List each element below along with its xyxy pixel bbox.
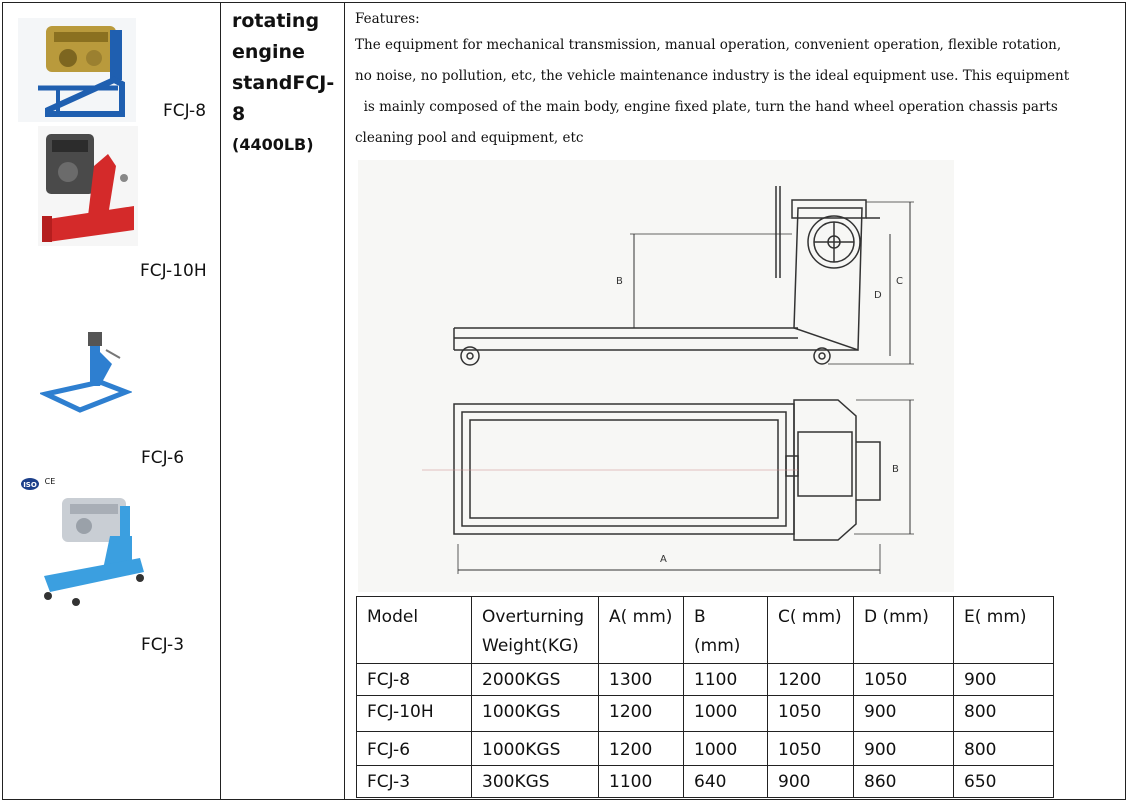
top-view-frame <box>454 404 794 534</box>
cell-weight: 300KGS <box>472 766 599 798</box>
title-line-1: rotating <box>232 10 320 32</box>
table-row <box>357 664 1054 696</box>
title-line-4: 8 <box>232 103 246 125</box>
header-d: D (mm) <box>854 597 954 664</box>
product-label-fcj10h: FCJ-10H <box>140 261 207 281</box>
label-a: A <box>660 554 667 565</box>
features-line-2: no noise, no pollution, etc, the vehicle maintenance industry is the ideal equipment use. This equipment <box>355 68 1070 84</box>
product-image-fcj8 <box>18 18 136 122</box>
product-label-fcj8: FCJ-8 <box>163 101 207 121</box>
cell-model: FCJ-10H <box>357 696 472 732</box>
side-view-column <box>794 208 862 350</box>
spec-table <box>356 596 1054 798</box>
title-line-2: engine <box>232 41 305 63</box>
technical-drawing <box>358 160 954 592</box>
cell-e: 800 <box>954 696 1054 732</box>
title-capacity: (4400LB) <box>232 135 314 154</box>
cell-e: 800 <box>954 732 1054 766</box>
cell-b: 1100 <box>684 664 768 696</box>
cell-c: 1200 <box>768 664 854 696</box>
cell-d: 860 <box>854 766 954 798</box>
product-image-fcj3 <box>40 492 160 610</box>
cell-model: FCJ-6 <box>357 732 472 766</box>
top-view-column <box>794 400 856 540</box>
cell-model: FCJ-3 <box>357 766 472 798</box>
cell-d: 900 <box>854 732 954 766</box>
cell-b: 1000 <box>684 696 768 732</box>
features-block <box>355 8 1075 154</box>
iso-ce-logo <box>20 474 60 492</box>
cell-a: 1200 <box>599 732 684 766</box>
header-model: Model <box>357 597 472 664</box>
cell-weight: 1000KGS <box>472 696 599 732</box>
header-c: C( mm) <box>768 597 854 664</box>
ce-text: CE <box>44 477 56 486</box>
features-line-3: is mainly composed of the main body, engine fixed plate, turn the hand wheel operation chassis parts <box>355 99 1058 115</box>
column-divider-2 <box>344 2 345 800</box>
cell-b: 640 <box>684 766 768 798</box>
cell-c: 900 <box>768 766 854 798</box>
label-b-side: B <box>616 276 623 287</box>
cell-d: 900 <box>854 696 954 732</box>
label-d: D <box>874 290 882 301</box>
cell-e: 650 <box>954 766 1054 798</box>
product-title <box>232 6 344 160</box>
cell-model: FCJ-8 <box>357 664 472 696</box>
header-a: A( mm) <box>599 597 684 664</box>
column-divider-1 <box>220 2 221 800</box>
spec-table-header <box>357 597 1054 664</box>
cell-a: 1100 <box>599 766 684 798</box>
title-line-3: standFCJ- <box>232 72 335 94</box>
header-e: E( mm) <box>954 597 1054 664</box>
header-weight <box>472 597 599 664</box>
features-heading: Features: <box>355 11 420 27</box>
table-row <box>357 732 1054 766</box>
cell-c: 1050 <box>768 732 854 766</box>
cell-weight: 1000KGS <box>472 732 599 766</box>
cell-e: 900 <box>954 664 1054 696</box>
label-b-top: B <box>892 464 899 475</box>
product-image-fcj6 <box>40 330 132 414</box>
cell-a: 1300 <box>599 664 684 696</box>
product-label-fcj6: FCJ-6 <box>141 448 185 468</box>
table-row <box>357 696 1054 732</box>
cell-b: 1000 <box>684 732 768 766</box>
label-c: C <box>896 276 903 287</box>
header-weight-line-2: Weight(KG) <box>482 636 579 656</box>
features-line-1: The equipment for mechanical transmission, manual operation, convenient operation, flexible rotation, <box>355 37 1062 53</box>
table-row <box>357 766 1054 798</box>
dimension-drawing-svg <box>358 160 954 592</box>
features-line-4: cleaning pool and equipment, etc <box>355 130 584 146</box>
cell-a: 1200 <box>599 696 684 732</box>
iso-text: ISO <box>23 481 37 489</box>
header-b: B (mm) <box>684 597 768 664</box>
cell-c: 1050 <box>768 696 854 732</box>
product-image-fcj10h <box>38 126 138 246</box>
product-label-fcj3: FCJ-3 <box>141 635 185 655</box>
cell-d: 1050 <box>854 664 954 696</box>
cell-weight: 2000KGS <box>472 664 599 696</box>
header-weight-line-1: Overturning <box>482 607 585 627</box>
